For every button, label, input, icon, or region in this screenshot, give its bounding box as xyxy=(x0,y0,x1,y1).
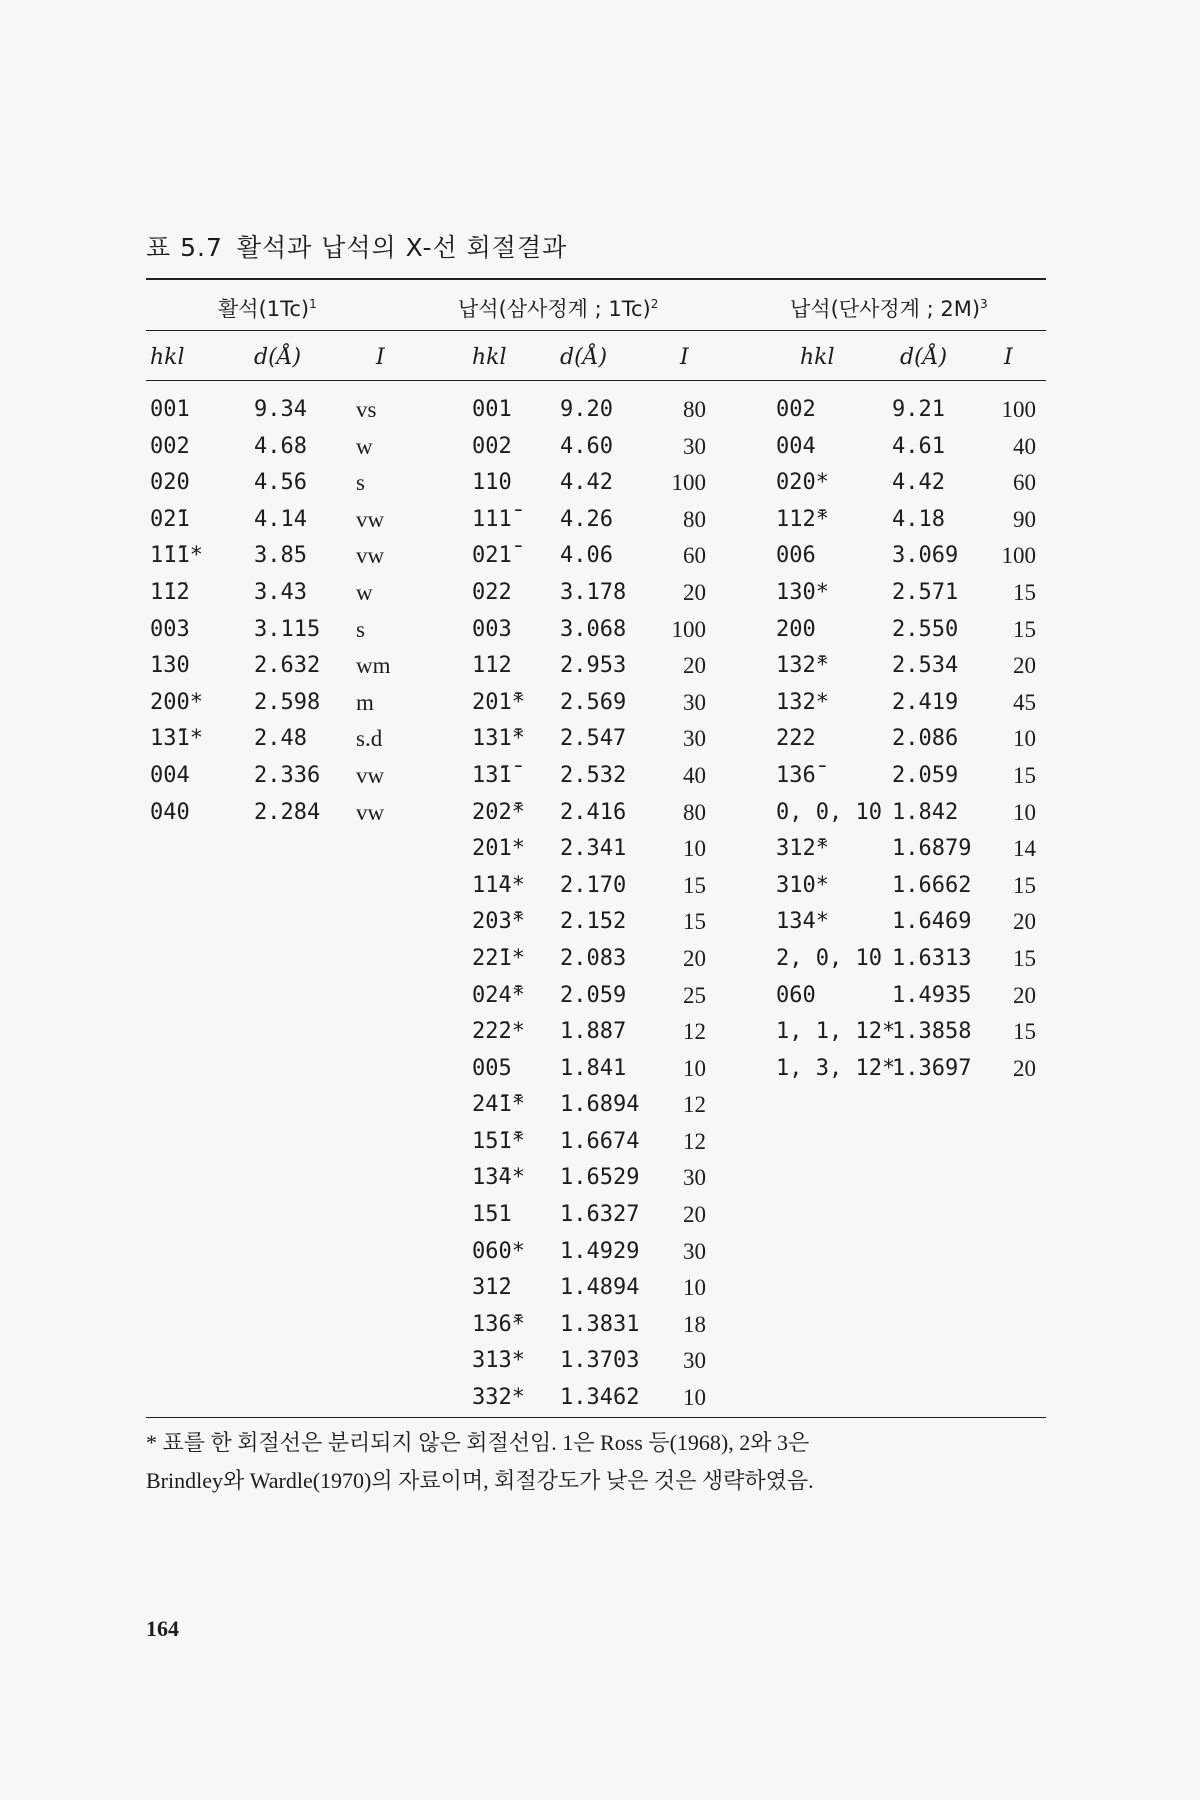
table-cell: 2.571 xyxy=(892,579,959,605)
table-cell: 31̄2 xyxy=(472,1275,512,1301)
table-cell: 30 xyxy=(683,1348,706,1374)
table-cell: 40 xyxy=(1013,433,1036,459)
table-cell: 10 xyxy=(683,1385,706,1411)
table-cell: 1.3858 xyxy=(892,1019,972,1045)
table-cell: 2.953 xyxy=(560,653,627,679)
table-cell: 31̄3* xyxy=(472,1348,525,1374)
table-cell: 20 xyxy=(683,945,706,971)
table-cell: 001 xyxy=(150,397,190,422)
table-cell: 2.152 xyxy=(560,909,627,935)
tric-hkl-column xyxy=(472,392,525,1417)
table-cell: 4.68 xyxy=(254,433,307,459)
table-cell: 15 xyxy=(683,872,706,898)
table-cell: 13̄4* xyxy=(472,1165,525,1191)
table-cell: 60 xyxy=(683,543,706,569)
table-cell: 20 xyxy=(1013,909,1036,935)
table-cell: 25 xyxy=(683,982,706,1008)
table-cell: 15̄1̄* xyxy=(472,1128,525,1154)
table-cell: 2.419 xyxy=(892,689,959,715)
table-cell: 2.48 xyxy=(254,726,307,752)
header-i-tric: I xyxy=(680,345,689,370)
table-cell: 2.598 xyxy=(254,689,321,715)
table-cell: 10 xyxy=(683,1055,706,1081)
table-cell: 1.6529 xyxy=(560,1165,640,1191)
table-cell: 112̄* xyxy=(776,506,829,532)
table-cell: 200 xyxy=(776,616,816,642)
table-cell: 15 xyxy=(1013,1019,1036,1045)
table-cell: 90 xyxy=(1013,506,1036,532)
table-cell: 2.284 xyxy=(254,799,321,825)
table-cell: 80 xyxy=(683,397,706,422)
table-cell: 30 xyxy=(683,433,706,459)
table-cell: 002 xyxy=(150,433,190,459)
table-cell: 4.56 xyxy=(254,470,307,496)
table-cell: 004 xyxy=(150,762,190,788)
table-cell: 021̄ xyxy=(472,543,512,569)
table-cell: 30 xyxy=(683,689,706,715)
table-cell: 2.632 xyxy=(254,653,321,679)
table-cell: 11̄4* xyxy=(472,872,525,898)
group-header-pyrophyllite-monoclinic: 납석(단사정계 ; 2M)$^3$ xyxy=(790,297,988,321)
header-i-mono: I xyxy=(1004,345,1013,370)
table-cell: 1.3703 xyxy=(560,1348,640,1374)
table-cell: s xyxy=(356,470,365,496)
mono-i-column xyxy=(976,392,1036,1087)
table-cell: 15 xyxy=(1013,945,1036,971)
bottom-rule xyxy=(146,1417,1046,1418)
table-cell: 006 xyxy=(776,543,816,569)
table-cell: 1.6879 xyxy=(892,836,972,862)
group-header-talc: 활석$(1Tc)^1$ xyxy=(218,297,317,321)
table-cell: 132* xyxy=(776,689,829,715)
table-cell: 24̄1̄* xyxy=(472,1092,525,1118)
table-cell: 003 xyxy=(472,616,512,642)
table-cell: 1.887 xyxy=(560,1019,627,1045)
talc-d-column xyxy=(254,392,320,831)
table-cell: 022 xyxy=(472,579,512,605)
table-cell: 2.059 xyxy=(892,762,959,788)
table-cell: vw xyxy=(356,799,385,825)
table-cell: vs xyxy=(356,397,377,422)
header-hkl-tric: hkl xyxy=(472,345,507,370)
table-cell: 3.85 xyxy=(254,543,307,569)
table-cell: 2.059 xyxy=(560,982,627,1008)
talc-i-column xyxy=(356,392,391,831)
group-header-pyrophyllite-triclinic: 납석(삼사정계 ; 1Tc)$^2$ xyxy=(458,297,659,321)
table-cell: 222 xyxy=(776,726,816,752)
table-cell: 20 xyxy=(683,579,706,605)
table-cell: 203̄* xyxy=(472,909,525,935)
table-cell: 004 xyxy=(776,433,816,459)
table-cell: 312̄* xyxy=(776,836,829,862)
table-cell: 4.60 xyxy=(560,433,613,459)
table-cell: vw xyxy=(356,762,385,788)
header-rule xyxy=(146,380,1046,381)
table-cell: 20 xyxy=(1013,982,1036,1008)
table-cell: 15 xyxy=(683,909,706,935)
table-cell: 100 xyxy=(1001,397,1036,422)
table-cell: 003 xyxy=(150,616,190,642)
table-cell: 200* xyxy=(150,689,203,715)
tric-i-column xyxy=(650,392,706,1417)
table-cell: 002 xyxy=(776,397,816,422)
table-cell: m xyxy=(356,689,374,715)
footnote-line-2: Brindley와 Wardle(1970)의 자료이며, 회절강도가 낮은 것은 생략하였음. xyxy=(146,1468,814,1493)
table-cell: 15 xyxy=(1013,762,1036,788)
table-cell: 100 xyxy=(671,616,706,642)
table-cell: 1, 1, 12* xyxy=(776,1019,896,1045)
table-cell: 060* xyxy=(472,1238,525,1264)
header-d-mono: d(Å) xyxy=(900,345,948,370)
table-cell: 13̄1* xyxy=(150,726,203,752)
table-cell: w xyxy=(356,579,373,605)
table-cell: 005 xyxy=(472,1055,512,1081)
table-cell: 12 xyxy=(683,1128,706,1154)
table-cell: 2.336 xyxy=(254,762,321,788)
table-cell: 2.547 xyxy=(560,726,627,752)
table-cell: 134* xyxy=(776,909,829,935)
table-cell: 18 xyxy=(683,1311,706,1337)
table-cell: 2.086 xyxy=(892,726,959,752)
table-cell: 22̄1* xyxy=(472,945,525,971)
table-cell: 131̄* xyxy=(472,726,525,752)
table-cell: s.d xyxy=(356,726,383,752)
table-cell: 12 xyxy=(683,1019,706,1045)
table-cell: vw xyxy=(356,543,385,569)
table-cell: 132̄* xyxy=(776,653,829,679)
table-cell: 30 xyxy=(683,726,706,752)
table-cell: w xyxy=(356,433,373,459)
table-cell: 2.534 xyxy=(892,653,959,679)
table-number: 표 5.7 xyxy=(146,233,223,262)
table-cell: 02̄1 xyxy=(150,506,190,532)
table-cell: 1.6674 xyxy=(560,1128,640,1154)
table-cell: 024̄* xyxy=(472,982,525,1008)
table-cell: 9.21 xyxy=(892,397,945,422)
table-cell: 1.6469 xyxy=(892,909,972,935)
table-cell: 110 xyxy=(472,470,512,496)
table-cell: 30 xyxy=(683,1238,706,1264)
table-cell: 20 xyxy=(1013,1055,1036,1081)
table-cell: 4.42 xyxy=(892,470,945,496)
header-d-tric: d(Å) xyxy=(560,345,608,370)
table-cell: 100 xyxy=(1001,543,1036,569)
table-cell: 14 xyxy=(1013,836,1036,862)
table-cell: 111̄ xyxy=(472,506,512,532)
table-cell: 4.42 xyxy=(560,470,613,496)
table-cell: 020 xyxy=(150,470,190,496)
header-hkl-talc: hkl xyxy=(150,345,185,370)
table-cell: 15 xyxy=(1013,872,1036,898)
table-cell: 10 xyxy=(683,1275,706,1301)
top-rule xyxy=(146,278,1046,280)
table-cell: 2.341 xyxy=(560,836,627,862)
table-cell: 20 xyxy=(1013,653,1036,679)
table-cell: 4.61 xyxy=(892,433,945,459)
table-cell: 20 xyxy=(683,653,706,679)
page-number: 164 xyxy=(146,1616,179,1641)
table-cell: s xyxy=(356,616,365,642)
table-cell: 10 xyxy=(1013,799,1036,825)
table-cell: 80 xyxy=(683,799,706,825)
table-cell: 80 xyxy=(683,506,706,532)
table-cell: 3.43 xyxy=(254,579,307,605)
footnote xyxy=(146,1424,1046,1500)
table-cell: 13̄1̄ xyxy=(472,762,512,788)
table-cell: 10 xyxy=(1013,726,1036,752)
table-cell: 2.569 xyxy=(560,689,627,715)
table-cell: 002 xyxy=(472,433,512,459)
header-d-talc: d(Å) xyxy=(254,345,302,370)
table-cell: wm xyxy=(356,653,391,679)
table-cell: 45 xyxy=(1013,689,1036,715)
table-cell: 1.3462 xyxy=(560,1385,640,1411)
table-cell: 136̄ xyxy=(776,762,816,788)
table-cell: 310* xyxy=(776,872,829,898)
table-cell: 3.068 xyxy=(560,616,627,642)
table-cell: 1.6894 xyxy=(560,1092,640,1118)
table-cell: 3.178 xyxy=(560,579,627,605)
table-cell: 2.550 xyxy=(892,616,959,642)
table-cell: 2.416 xyxy=(560,799,627,825)
mono-hkl-column xyxy=(776,392,895,1087)
table-cell: 020* xyxy=(776,470,829,496)
table-cell: 040 xyxy=(150,799,190,825)
table-cell: 151 xyxy=(472,1202,512,1228)
table-cell: 2.083 xyxy=(560,945,627,971)
header-i-talc: I xyxy=(376,345,385,370)
table-cell: 130 xyxy=(150,653,190,679)
table-cell: 1.3697 xyxy=(892,1055,972,1081)
table-cell: 060 xyxy=(776,982,816,1008)
table-cell: 4.14 xyxy=(254,506,307,532)
table-cell: 1̄1̄1* xyxy=(150,543,203,569)
table-cell: 30 xyxy=(683,1165,706,1191)
table-cell: 0, 0, 10 xyxy=(776,799,882,825)
table-cell: 15 xyxy=(1013,579,1036,605)
table-cell: 112 xyxy=(472,653,512,679)
table-cell: 20 xyxy=(683,1202,706,1228)
table-cell: 1̄1̄2 xyxy=(150,579,190,605)
header-hkl-mono: hkl xyxy=(800,345,835,370)
tric-d-column xyxy=(560,392,639,1417)
table-cell: 4.06 xyxy=(560,543,613,569)
table-cell: 4.26 xyxy=(560,506,613,532)
table-cell: 1.841 xyxy=(560,1055,627,1081)
table-cell: 201* xyxy=(472,836,525,862)
table-cell: 60 xyxy=(1013,470,1036,496)
table-cell: 2.170 xyxy=(560,872,627,898)
table-cell: 136̄* xyxy=(472,1311,525,1337)
table-cell: 2, 0, 1̄0 xyxy=(776,945,882,971)
table-cell: 001 xyxy=(472,397,512,422)
table-cell: 1.842 xyxy=(892,799,959,825)
table-cell: 1, 3, 1̄2* xyxy=(776,1055,896,1081)
table-cell: 12 xyxy=(683,1092,706,1118)
table-cell: 201̄* xyxy=(472,689,525,715)
table-cell: 1.6327 xyxy=(560,1202,640,1228)
table-cell: 100 xyxy=(671,470,706,496)
table-cell: 40 xyxy=(683,762,706,788)
group-rule xyxy=(146,330,1046,331)
table-cell: 22̄2* xyxy=(472,1019,525,1045)
talc-hkl-column xyxy=(150,392,203,831)
table-cell: 332* xyxy=(472,1385,525,1411)
table-cell: 3.115 xyxy=(254,616,321,642)
table-cell: 1.3831 xyxy=(560,1311,640,1337)
table-cell: 130* xyxy=(776,579,829,605)
table-cell: 15 xyxy=(1013,616,1036,642)
table-cell: 2.532 xyxy=(560,762,627,788)
table-cell: 4.18 xyxy=(892,506,945,532)
table-cell: 1.4894 xyxy=(560,1275,640,1301)
table-cell: 10 xyxy=(683,836,706,862)
table-cell: 1.4935 xyxy=(892,982,972,1008)
table-cell: 9.34 xyxy=(254,397,307,422)
table-cell: 202̄* xyxy=(472,799,525,825)
table-cell: vw xyxy=(356,506,385,532)
table-cell: 9.20 xyxy=(560,397,613,422)
table-cell: 1.6662 xyxy=(892,872,972,898)
table-cell: 3.069 xyxy=(892,543,959,569)
table-cell: 1.4929 xyxy=(560,1238,640,1264)
table-caption xyxy=(146,228,567,264)
mono-d-column xyxy=(892,392,971,1087)
table-cell: 1.6313 xyxy=(892,945,972,971)
footnote-line-1: * 표를 한 회절선은 분리되지 않은 회절선임. 1은 Ross 등(1968), 2와 3은 xyxy=(146,1430,810,1455)
table-title: 활석과 납석의 X-선 회절결과 xyxy=(236,233,568,262)
